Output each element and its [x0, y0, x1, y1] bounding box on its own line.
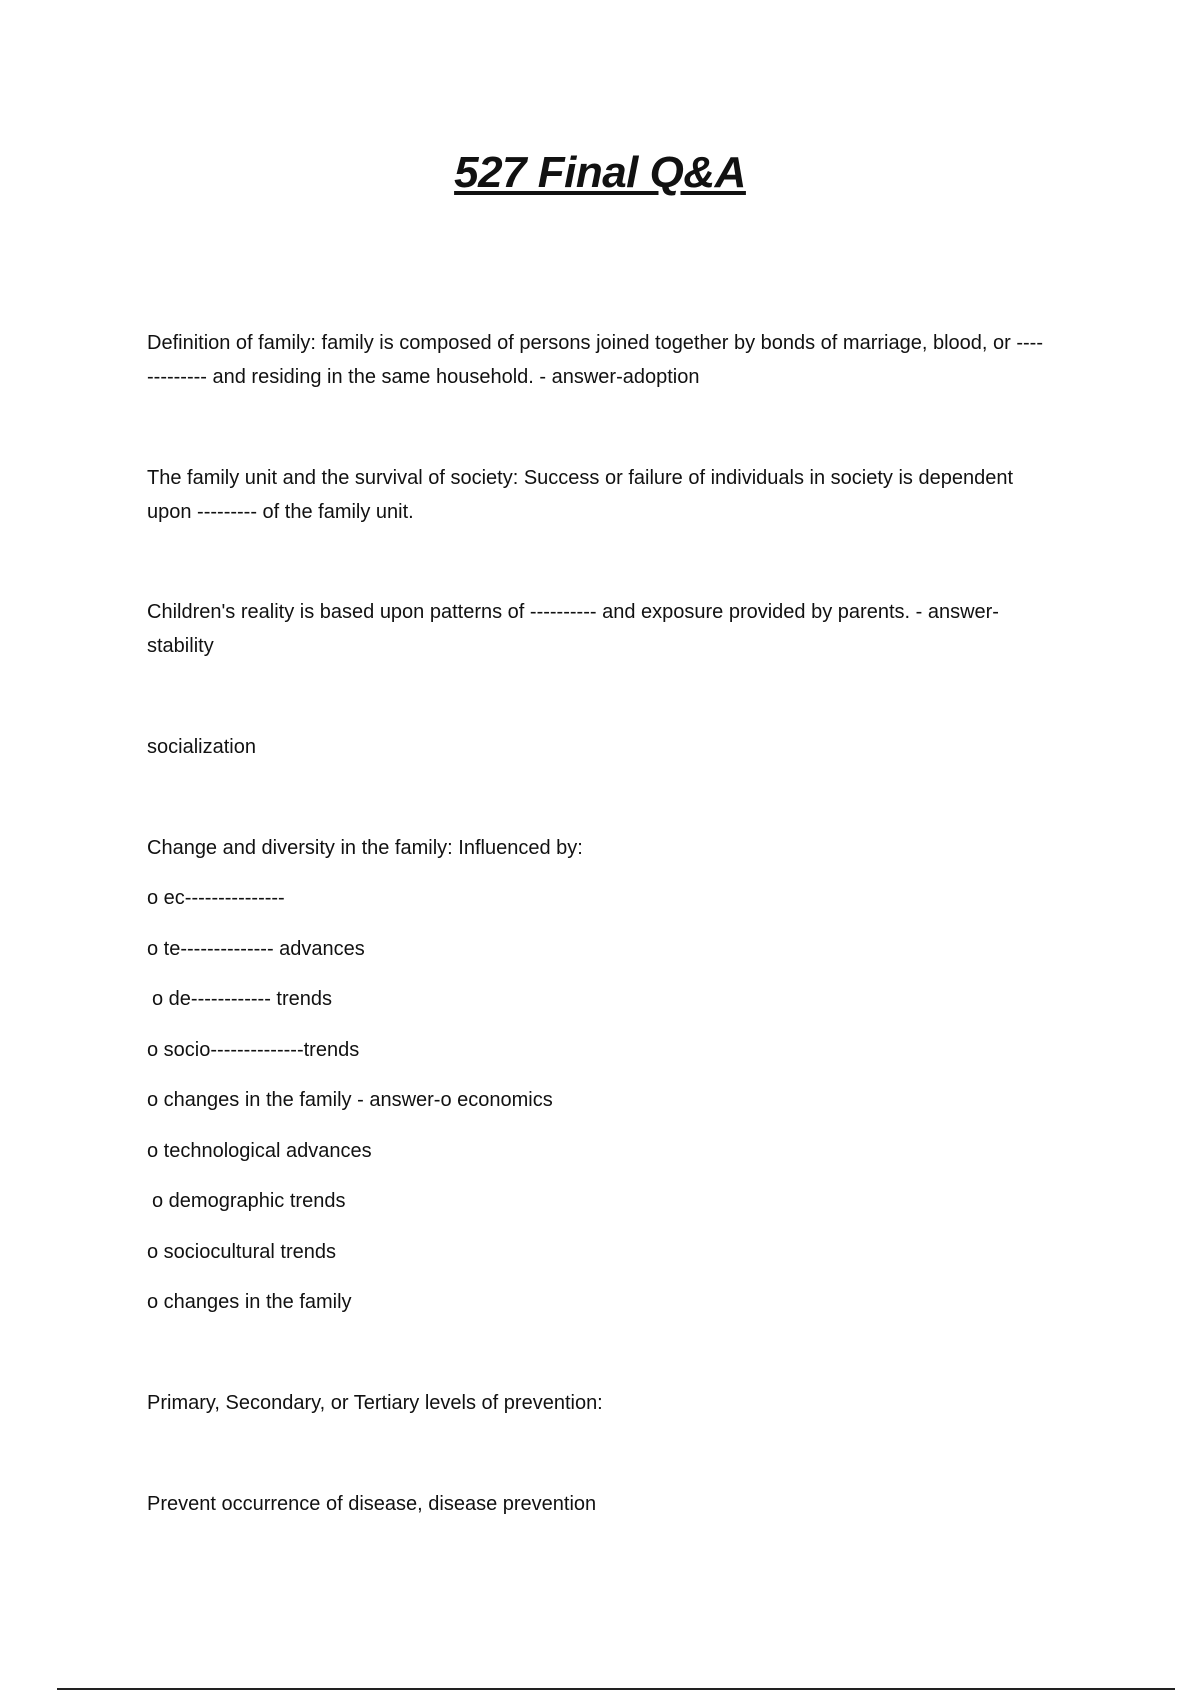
prevent-occurrence-line: Prevent occurrence of disease, disease prevention — [147, 1493, 597, 1515]
question-childrens-reality: Children's reality is based upon patterns of ---------- and exposure provided by parents. - answer-stability — [147, 601, 999, 657]
answer-socialization: socialization — [147, 736, 256, 758]
change-diversity-heading: Change and diversity in the family: Influenced by: — [147, 837, 583, 859]
list-item: o ec--------------- — [147, 887, 285, 909]
question-family-definition: Definition of family: family is composed of persons joined together by bonds of marriage, blood, or ------------- and residing in the same household. - answer-adoption — [147, 332, 1043, 388]
list-item: o te-------------- advances — [147, 938, 365, 960]
list-item: o changes in the family — [147, 1291, 352, 1313]
list-item: o socio--------------trends — [147, 1039, 360, 1061]
list-item: o de------------ trends — [152, 988, 332, 1010]
page-bottom-divider — [57, 1688, 1175, 1690]
question-family-unit-survival: The family unit and the survival of society: Success or failure of individuals in society is dependent upon --------- of the family unit. — [147, 467, 1013, 523]
prevention-levels-heading: Primary, Secondary, or Tertiary levels of prevention: — [147, 1392, 603, 1414]
document-title: 527 Final Q&A — [454, 148, 746, 197]
list-item: o demographic trends — [152, 1190, 346, 1212]
list-item: o changes in the family - answer-o economics — [147, 1089, 553, 1111]
list-item: o sociocultural trends — [147, 1241, 336, 1263]
list-item: o technological advances — [147, 1140, 372, 1162]
